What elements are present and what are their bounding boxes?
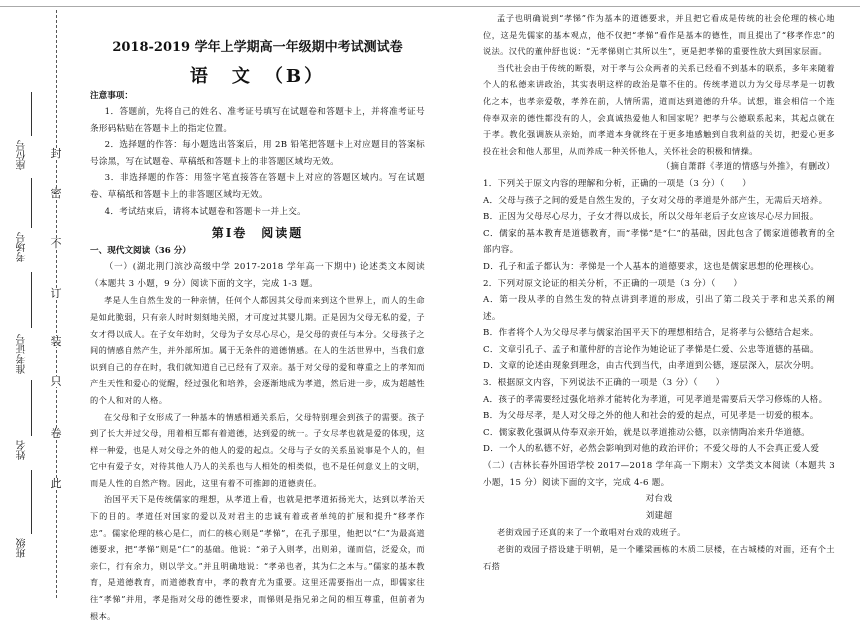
question-stem: 2．下列对原文论证的相关分析，不正确的一项是（3 分）（ ） [483,278,743,289]
right-column [483,0,835,608]
notice-block [90,88,425,624]
question-option: B．作者将个人为父母尽孝与儒家治国平天下的理想相结合，足将孝与公德结合起来。 [483,328,819,339]
passage-paragraph: 治国平天下是传统儒家的理想，从孝道上看，也就是把孝道拓扬光大，达到以孝治天下的目的。孝道任对国家的爱以及对君主的忠诚有着或者单纯的扩展和提升“移孝作忠”。儒家伦理的核心是仁，而仁的核心则是“孝悌”，在孔子那里，他把以“仁”为最高道德要求，把“孝悌”则是“仁”的基础。他说：“弟子入则孝，出则弟，谨而信，泛爱众，而亲仁，行有余力，则以学文。”并且明确地说：“孝弟也者，其为仁之本与。”儒家的基本教育，是道德教育，而道德教育中，孝的教育尤为重要。这里还需要指出一点，即儒家往往“孝悌”并用，孝是指对父母的德性要求，而悌则是指兄弟之间的相互尊重，但前者为根本。 [90,494,425,621]
binding-char: 装 [50,335,62,348]
name-label: 姓名 [17,440,28,460]
exam-number-fill-line [31,272,32,328]
notice-item: 2．选择题的作答：每小题选出答案后，用 2B 铅笔把答题卡上对应题目的答案标号涂黑，写在试题卷、草稿纸和答题卡上的非答题区域均无效。 [90,140,425,167]
section-heading: 一、现代文阅读（36 分） [90,246,191,257]
exam-title: 2018-2019 学年上学期高一年级期中考试测试卷 [112,40,403,55]
room-fill-line [31,178,32,228]
story-paragraph: 老街的戏园子搭设建于明朝，是一个雕梁画栋的木质二层楼，在古城楼的对面，还有个土石搭 [483,544,835,571]
seat-label: 座位号 [17,140,28,170]
binding-char: 不 [50,237,62,250]
notice-item: 3．非选择题的作答：用签字笔直接答在答题卡上对应的答题区域内。写在试题卷、草稿纸和答题卡上的非答题区域均无效。 [90,173,425,200]
seat-fill-line [31,92,32,136]
story-author: 刘建超 [645,510,673,521]
notice-item: 4．考试结束后，请将本试题卷和答题卡一并上交。 [104,206,307,217]
binding-strip [0,0,84,608]
story-title: 对台戏 [645,494,673,505]
passage-paragraph: 在父母和子女形成了一种基本的情感相通关系后，父母特别理会到孩子的需要。孩子到了长大并过父母，用着相互都有着道德，达到爱的统一。子女尽孝也就是爱的体现，这样一种爱，也是人对父母之外的他人的爱的起点。父母与子女的关系虽说事是个人的，但它中有爱子女，对待其他人乃人的关系也与人相处的相类似，也不是任何意义上的文明，而是人性的自然产物。因此，这里有着不可推卸的道德责任。 [90,411,425,488]
question-option: B．为父母尽孝，是人对父母之外的他人和社会的爱的起点，可见孝是一切爱的根本。 [483,411,819,422]
passage-paragraph: 孝是人生自然生发的一种亲情，任何个人都因其父母而来到这个世界上，而人的生命是如此脆弱，只有亲人时时刻刻地关照，才可度过其婴儿期。正是因为父母无私的爱，子女才得以成人。在子女年幼时，父母为子女尽心尽心，是父母的责任与本分。父母孩子之间的情感自然产生，并外部所加。属于无条件的道德情感。在人的生活世界中，当我们意识到自己的存在时，我们就知道自己已经有了双亲。基于对父母的爱和尊重之上的孝知而产生天性和爱心的觉醒，经过强化和培养，会逐渐地成为孝道，然后进一步，成为超越性的个人和对的人格。 [90,295,425,405]
binding-char: 此 [50,477,62,490]
room-label: 考场号 [17,232,28,262]
class-fill-line [31,470,32,534]
question-option: C．文章引孔子、孟子和董仲舒的言论作为她论证了孝悌是仁爱、公忠等道德的基础。 [483,344,819,355]
question-stem: 1．下列关于原文内容的理解和分析，正确的一项是（3 分）（ ） [483,178,752,189]
question-option: B．正因为父母尽心尽力，子女才得以成长，所以父母年老后子女应该尽心尽力回报。 [483,212,819,223]
part-title: 第Ⅰ卷 阅读题 [211,226,304,241]
subject-title: 语 文 （B） [189,66,326,87]
class-label: 班级 [17,538,28,558]
passage-intro: （一）(湖北荆门滨沙高级中学 2017-2018 学年高一下期中) 论述类文本阅读（本题共 3 小题，9 分）阅读下面的文字，完成 1-3 题。 [90,262,425,289]
passage-paragraph: 当代社会由于传统的断裂，对于孝与公众两者的关系已经看不到基本的联系，多年来随着个人的私德来讲政治，其实表明这样的政治是靠不住的。传统孝道以力为父母尽孝是一切教化之本，也孝亲爱敬，孝养在前，人情所需，道而达到道德的升华。试想，谁会相信一个连侍奉双亲的德性都没有的人，会真诚热爱他人和国家呢？把孝与公德联系起来，其起点就在于孝。教化强调族从亲始，而孝道本身就终在于更多地感触到自我利益的关切，把爱心更多投在社会和他人那里，从而养成一种关怀他人，关怀社会的积极和情操。 [483,62,835,156]
question-option: D．文章的论述由现象到理念，由古代到当代，由孝道到公德，逐层深入，层次分明。 [483,361,820,372]
binding-char: 封 [50,147,62,160]
story-paragraph: 老街戏园子还真的来了一个敢唱对台戏的戏班子。 [496,527,686,538]
question-option: A．孩子的孝需要经过强化培养才能转化为孝道，可见孝道是需要后天学习修炼的人格。 [483,394,828,405]
binding-char: 订 [50,287,62,300]
passage-intro: （二）(吉林长春外国语学校 2017—2018 学年高一下期末）文学类文本阅读（本题共 3 小题，15 分）阅读下面的文字，完成 4-6 题。 [483,461,835,488]
question-option: A．第一段从孝的自然生发的特点讲到孝道的形成，引出了第二段关于孝和忠关系的阐述。 [483,295,835,322]
seal-dashed-line [56,10,57,598]
binding-char: 卷 [50,427,62,440]
question-option: D．一个人的私德不好，必然会影响到对他的政治评价；不爱父母的人不会真正爱人爱 [483,444,820,455]
question-option: D．孔子和孟子都认为：孝悌是一个人基本的道德要求，这也是儒家思想的伦理核心。 [483,261,820,272]
question-option: A．父母与孩子之间的爱是自然生发的，子女对父母的孝道是外部产生，无需后天培养。 [483,195,828,206]
notice-heading: 注意事项： [90,91,133,101]
binding-char: 只 [50,375,62,388]
binding-char: 密 [50,187,62,200]
notice-item: 1．答题前，先将自己的姓名、准考证号填写在试题卷和答题卡上，并将准考证号条形码粘贴在答题卡上的指定位置。 [90,107,425,134]
passage-paragraph: 孟子也明确说到“孝悌”作为基本的道德要求，并且把它看成是传统的社会伦理的核心地位，这是先儒家的基本观点，他不仅把“孝悌”看作是基本的德性，而且提出了“移孝作忠”的说法。汉代的董仲舒也说：“无孝悌则亡其所以生”，更是把孝悌的重要性放大到国家层面。 [483,13,835,57]
name-fill-line [31,380,32,436]
exam-number-label: 准考证号 [17,334,28,374]
question-stem: 3．根据原文内容，下列说法不正确的一项是（3 分）（ ） [483,378,725,389]
passage-source: （摘自萧群《孝道的情感与外推》，有删改） [661,162,835,173]
question-option: C．儒家的基本教育是道德教育，而“孝悌”是“仁”的基础，因此包含了儒家道德教育的全部内容。 [483,228,835,256]
question-option: C．儒家教化强调从侍奉双亲开始，就是以孝道推动公德，以亲情陶冶来升华道德。 [483,427,811,438]
left-column [90,0,425,621]
